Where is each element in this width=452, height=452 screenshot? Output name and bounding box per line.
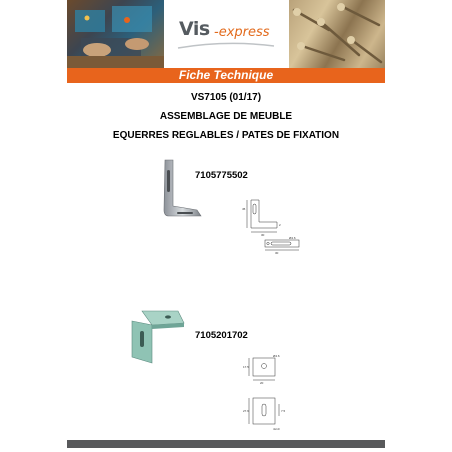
tools-photo-icon <box>67 0 164 68</box>
document-subtitle: EQUERRES REGLABLES / PATES DE FIXATION <box>112 130 340 141</box>
technical-drawing-icon <box>237 198 307 258</box>
svg-text:17.5: 17.5 <box>243 365 249 369</box>
svg-text:30: 30 <box>261 233 265 237</box>
header <box>67 0 385 68</box>
document-reference: VS7105 (01/17) <box>190 92 262 103</box>
svg-text:20: 20 <box>260 381 264 385</box>
svg-text:2: 2 <box>279 223 281 227</box>
screws-photo-icon <box>289 0 385 68</box>
vis-express-logo <box>164 0 289 68</box>
logo-vis-text: Vis <box>179 18 210 40</box>
fiche-technique-band: Fiche Technique <box>67 68 385 83</box>
svg-text:7.5: 7.5 <box>281 409 286 413</box>
product-code-1: 7105775502 <box>195 170 248 181</box>
svg-text:4x10: 4x10 <box>273 427 280 431</box>
svg-text:Ø4.6: Ø4.6 <box>273 354 280 358</box>
svg-text:45: 45 <box>242 207 246 211</box>
footer-bar <box>67 440 385 448</box>
logo-swoosh-icon <box>176 42 276 52</box>
green-fixing-bracket-icon <box>130 307 186 365</box>
logo-express-text: -express <box>214 25 270 40</box>
svg-text:30: 30 <box>275 251 279 255</box>
svg-text:Ø4.6: Ø4.6 <box>289 236 296 240</box>
steel-l-bracket-icon <box>157 158 207 220</box>
technical-drawing-icon <box>243 352 303 432</box>
product-code-2: 7105201702 <box>195 330 248 341</box>
document-page <box>67 0 385 452</box>
svg-text:27.6: 27.6 <box>243 409 249 413</box>
document-category: ASSEMBLAGE DE MEUBLE <box>159 111 293 122</box>
